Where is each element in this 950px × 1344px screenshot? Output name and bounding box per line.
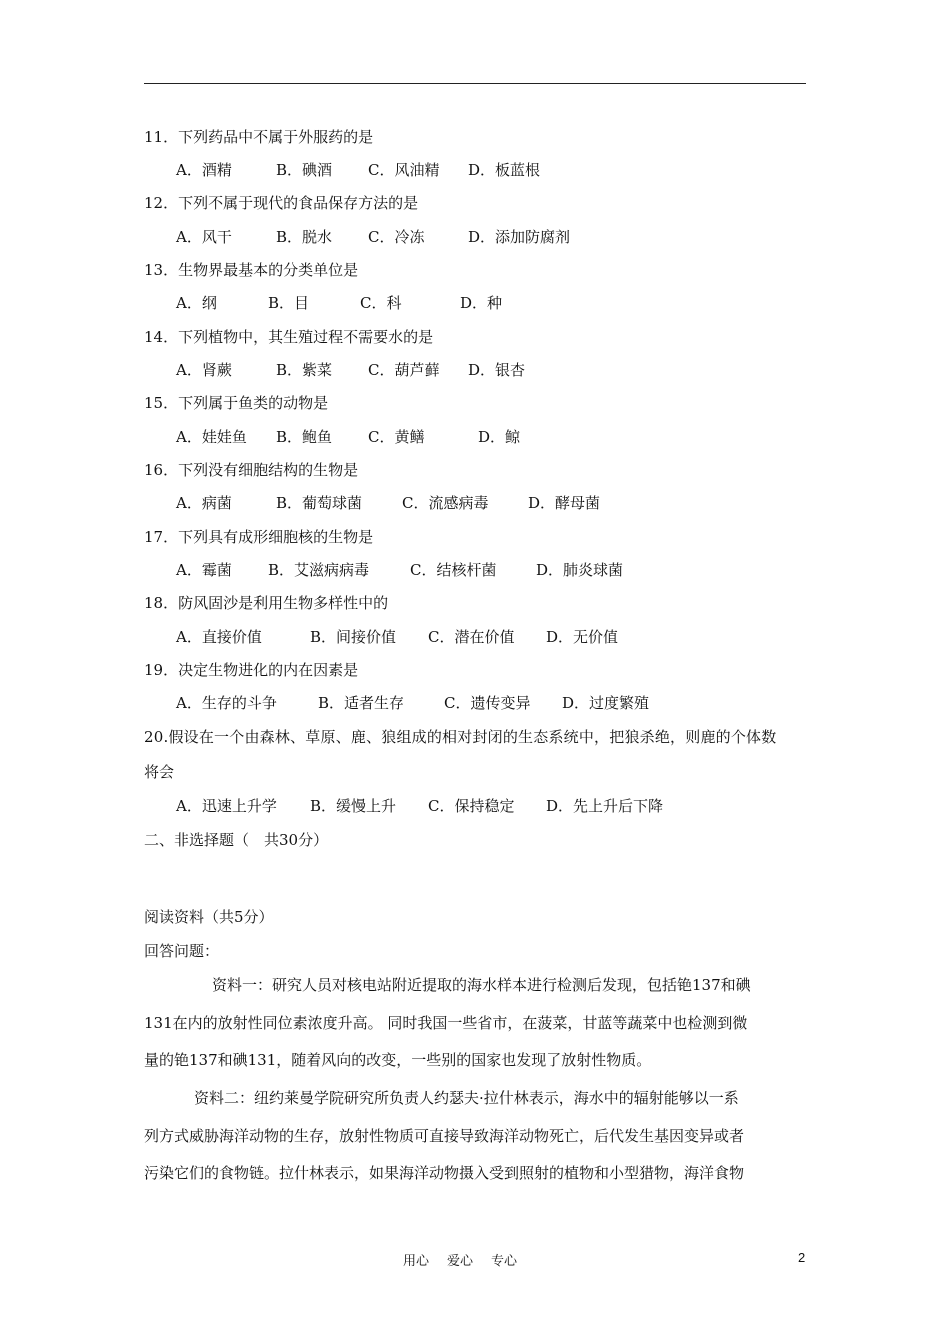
option: A．直接价值	[176, 628, 262, 646]
option: C．黄鳝	[368, 428, 425, 446]
question-14-stem: 14．下列植物中，其生殖过程不需要水的是	[144, 328, 434, 346]
reading-title: 阅读资料（共5分）	[144, 908, 274, 926]
question-16-stem: 16．下列没有细胞结构的生物是	[144, 461, 359, 479]
option: D．无价值	[546, 628, 619, 646]
option: D．添加防腐剂	[468, 228, 571, 246]
option: A．霉菌	[176, 561, 232, 579]
header-rule	[144, 83, 806, 84]
question-15-options	[176, 427, 520, 447]
option: A．肾蕨	[176, 361, 232, 379]
material-2-line: 列方式威胁海洋动物的生存，放射性物质可直接导致海洋动物死亡，后代发生基因变异或者	[144, 1127, 745, 1145]
option: A．风干	[176, 228, 232, 246]
question-11-stem: 11．下列药品中不属于外服药的是	[144, 128, 374, 146]
question-20-stem-line1: 20.假设在一个由森林、草原、鹿、狼组成的相对封闭的生态系统中，把狼杀绝，则鹿的个体数	[144, 728, 777, 746]
option: D．银杏	[468, 361, 526, 379]
question-12-options	[176, 227, 570, 247]
option: C．结核杆菌	[410, 561, 497, 579]
question-12-stem: 12．下列不属于现代的食品保存方法的是	[144, 194, 419, 212]
option: B．目	[268, 294, 310, 312]
option: B．缓慢上升	[310, 797, 397, 815]
page-number: 2	[798, 1250, 806, 1265]
option: D．肺炎球菌	[536, 561, 624, 579]
question-17-options	[176, 560, 623, 580]
question-16-options	[176, 493, 600, 513]
material-1-line: 量的铯137和碘131，随着风向的改变，一些别的国家也发现了放射性物质。	[144, 1051, 652, 1069]
option: B．间接价值	[310, 628, 397, 646]
option: C．潜在价值	[428, 628, 515, 646]
option: A．纲	[176, 294, 217, 312]
option: C．冷冻	[368, 228, 425, 246]
question-15-stem: 15．下列属于鱼类的动物是	[144, 394, 329, 412]
option: A．酒精	[176, 161, 232, 179]
option: C．流感病毒	[402, 494, 489, 512]
question-17-stem: 17．下列具有成形细胞核的生物是	[144, 528, 374, 546]
question-13-options	[176, 293, 502, 313]
option: D．鲸	[478, 428, 521, 446]
motto-word: 爱心	[447, 1254, 474, 1269]
material-1-line: 131在内的放射性同位素浓度升高。 同时我国一些省市，在菠菜，甘蓝等蔬菜中也检测到微	[144, 1014, 748, 1032]
question-20-options	[176, 796, 663, 816]
motto-word: 用心	[403, 1254, 430, 1269]
option: D．过度繁殖	[562, 694, 650, 712]
material-1-line: 资料一：研究人员对核电站附近提取的海水样本进行检测后发现，包括铯137和碘	[212, 976, 751, 994]
motto-word: 专心	[491, 1254, 518, 1269]
option: D．板蓝根	[468, 161, 541, 179]
question-19-stem: 19．决定生物进化的内在因素是	[144, 661, 359, 679]
option: A．生存的斗争	[176, 694, 277, 712]
option: B．紫菜	[276, 361, 333, 379]
option: D．酵母菌	[528, 494, 601, 512]
option: B．艾滋病病毒	[268, 561, 370, 579]
reading-prompt: 回答问题：	[144, 942, 220, 960]
question-18-options	[176, 627, 618, 647]
question-14-options	[176, 360, 525, 380]
material-2-line: 资料二：纽约莱曼学院研究所负责人约瑟夫·拉什林表示，海水中的辐射能够以一系	[194, 1089, 739, 1107]
option: D．种	[460, 294, 503, 312]
question-18-stem: 18．防风固沙是利用生物多样性中的	[144, 594, 389, 612]
option: A．迅速上升学	[176, 797, 277, 815]
material-2-line: 污染它们的食物链。拉什林表示，如果海洋动物摄入受到照射的植物和小型猎物，海洋食物	[144, 1164, 745, 1182]
option: B．脱水	[276, 228, 333, 246]
option: A．病菌	[176, 494, 232, 512]
option: C．科	[360, 294, 402, 312]
option: C．遗传变异	[444, 694, 531, 712]
question-13-stem: 13．生物界最基本的分类单位是	[144, 261, 359, 279]
question-19-options	[176, 693, 649, 713]
option: B．鲍鱼	[276, 428, 333, 446]
section-2-heading: 二、非选择题（ 共30分）	[144, 831, 329, 849]
question-11-options	[176, 160, 540, 180]
option: C．保持稳定	[428, 797, 515, 815]
option: C．风油精	[368, 161, 440, 179]
option: B．适者生存	[318, 694, 405, 712]
question-20-stem-line2: 将会	[144, 763, 175, 781]
option: A．娃娃鱼	[176, 428, 247, 446]
footer-motto	[403, 1250, 535, 1269]
option: D．先上升后下降	[546, 797, 664, 815]
option: B．葡萄球菌	[276, 494, 363, 512]
option: B．碘酒	[276, 161, 333, 179]
option: C．葫芦藓	[368, 361, 440, 379]
